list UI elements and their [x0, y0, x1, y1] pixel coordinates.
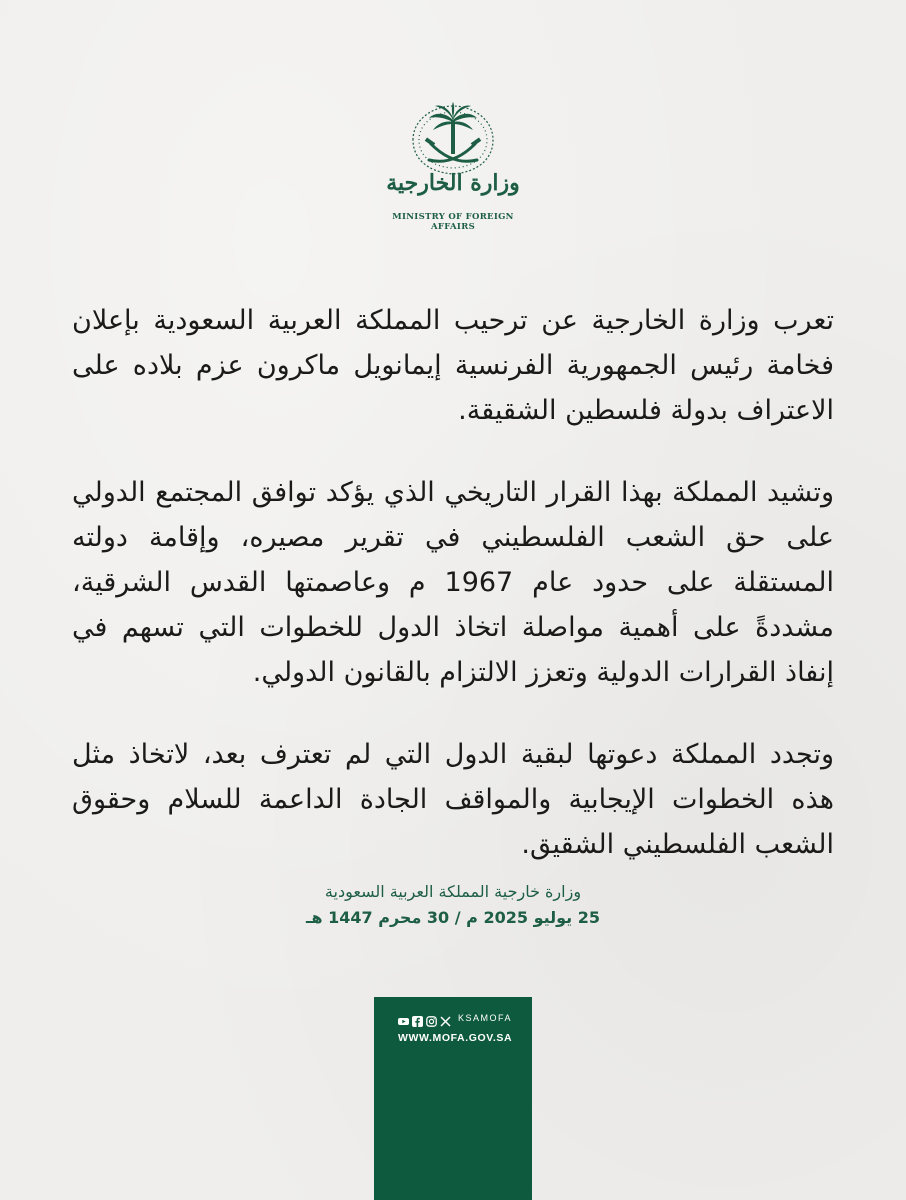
website-link[interactable]: WWW.MOFA.GOV.SA — [398, 1032, 513, 1044]
x-icon[interactable] — [440, 1012, 451, 1023]
footer-contact-block — [374, 997, 532, 1200]
statement-paragraph-3: وتجدد المملكة دعوتها لبقية الدول التي لم تعترف بعد، لاتخاذ مثل هذه الخطوات الإيجابية والمواقف الجادة الداعمة للسلام وحقوق الشعب الفلسطيني الشقيق. — [72, 739, 834, 860]
signature-block — [300, 880, 606, 932]
saudi-emblem-logo — [395, 100, 511, 230]
statement-body — [72, 298, 834, 904]
statement-paragraph-2: وتشيد المملكة بهذا القرار التاريخي الذي يؤكد توافق المجتمع الدولي على حق الشعب الفلسطيني في تقرير مصيره، وإقامة دولته المستقلة على حدود عام 1967 م وعاصمتها القدس الشرقية، مشددةً على أهمية مواصلة اتخاذ الدول للخطوات التي تسهم في إنفاذ القرارات الدولية وتعزز الالتزام بالقانون الدولي. — [72, 477, 834, 688]
facebook-icon[interactable] — [412, 1012, 423, 1023]
instagram-icon[interactable] — [426, 1012, 437, 1023]
ministry-name-english: MINISTRY OF FOREIGN AFFAIRS — [392, 212, 514, 232]
statement-date: 25 يوليو 2025 م / 30 محرم 1447 هـ — [305, 908, 601, 927]
social-handle[interactable]: KSAMOFA — [458, 1012, 513, 1023]
youtube-icon[interactable] — [398, 1012, 409, 1023]
ministry-name-arabic: وزارة الخارجية — [386, 170, 520, 196]
statement-paragraph-1: تعرب وزارة الخارجية عن ترحيب المملكة العربية السعودية بإعلان فخامة رئيس الجمهورية الفرنسية إيمانويل ماكرون عزم بلاده على الاعتراف بدولة فلسطين الشقيقة. — [72, 305, 834, 426]
issuer-name: وزارة خارجية المملكة العربية السعودية — [324, 882, 582, 901]
social-links-row — [398, 1012, 512, 1023]
